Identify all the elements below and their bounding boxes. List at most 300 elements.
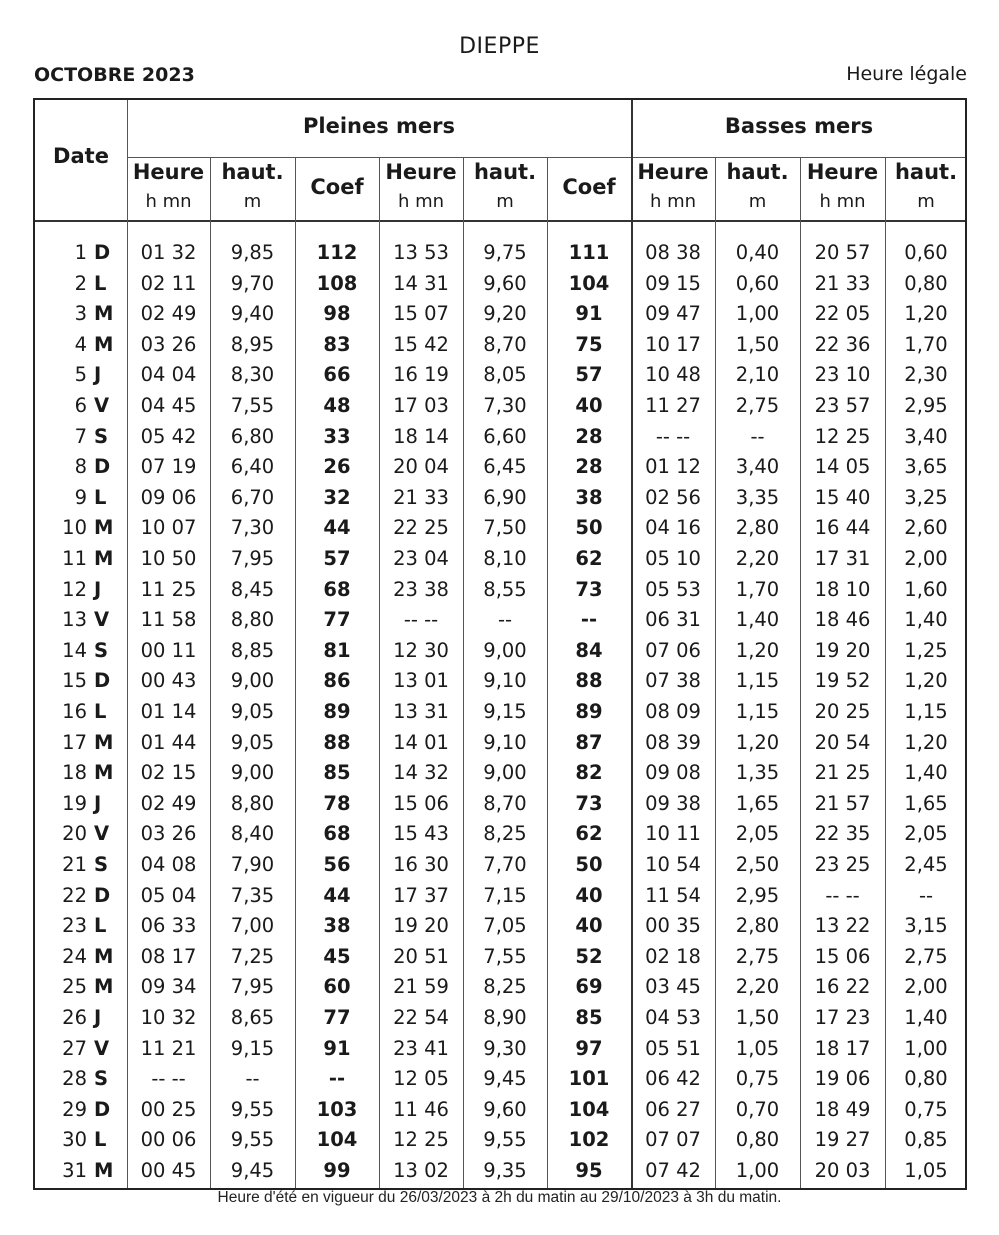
weekday: M [94,975,114,999]
bm1-height: 2,75 [735,394,780,417]
pm1-coef: 60 [323,975,351,999]
pm1-time: 04 08 [140,853,197,876]
pm2-height: 9,35 [483,1159,527,1182]
day-number: 18 [62,761,87,785]
pm1-height: 9,55 [230,1097,275,1121]
pm2-height: 7,05 [483,914,527,938]
bm1-time: 10 48 [645,363,701,387]
pm1-time: 05 04 [140,883,197,907]
pm2-height: 9,60 [483,271,527,295]
pm1-coef: 68 [323,822,351,846]
pm1-height: 9,05 [230,730,275,754]
pm2-height: 8,90 [483,1006,527,1029]
bm1-height: 2,05 [735,822,780,846]
day-number: 8 [74,455,87,479]
pm2-height: 7,50 [483,516,527,540]
pm2-time: 11 46 [393,1097,449,1121]
pm2-time: 16 30 [393,853,449,876]
bm1-time: 07 38 [645,669,701,693]
day-number: 21 [62,853,87,876]
bm2-height: 3,65 [904,455,948,479]
pm1-time: 10 07 [140,516,197,540]
bm2-height: 2,60 [904,516,948,540]
col-haut-header: haut. [894,160,958,184]
pm2-coef: 62 [575,822,603,846]
pm1-height: 9,00 [230,761,275,785]
bm2-time: 18 46 [814,608,871,632]
weekday: M [94,1159,114,1182]
bm1-time: 03 45 [645,975,701,999]
bm2-time: 22 36 [814,332,871,356]
pm1-coef: 104 [316,1128,358,1152]
bm2-height: 1,15 [904,700,948,723]
pm1-coef: 78 [323,791,351,815]
bm1-height: -- [750,424,765,448]
bm2-height: 1,20 [904,302,948,326]
pm1-time: 04 04 [140,363,197,387]
pm1-height: 8,80 [230,791,275,815]
bm1-time: 06 42 [645,1067,701,1091]
day-number: 11 [62,547,87,570]
day-number: 29 [62,1097,87,1121]
pm1-coef: 48 [323,394,351,417]
day-number: 25 [62,975,87,999]
day-number: 4 [74,332,87,356]
pm2-time: 12 05 [393,1067,449,1091]
bm1-height: 2,10 [735,363,780,387]
day-number: 17 [62,730,87,754]
day-number: 9 [74,485,87,509]
pm1-height: 9,15 [230,1036,275,1060]
bm1-height: 2,75 [735,944,780,968]
weekday: D [94,883,111,907]
pm1-time: 07 19 [140,455,197,479]
day-number: 6 [74,394,87,417]
table-row [35,238,969,269]
bm1-time: 02 56 [645,485,701,509]
bm1-time: 09 47 [645,302,701,326]
bm2-time: 12 25 [814,424,871,448]
bm2-time: 20 57 [814,241,871,264]
pm1-height: 6,80 [230,424,275,448]
weekday: V [94,1036,110,1060]
weekday: V [94,822,110,846]
table-row [35,758,969,789]
bm1-time: 11 27 [645,394,701,417]
bm2-height: 2,45 [904,853,948,876]
bm2-time: 23 25 [814,853,871,876]
pm2-height: 9,00 [483,638,527,662]
pm1-time: 02 49 [140,302,197,326]
day-number: 5 [74,363,87,387]
pm2-coef: 97 [575,1036,603,1060]
bm2-height: -- [918,883,934,907]
pm1-time: 08 17 [140,944,197,968]
pm1-time: 05 42 [140,424,197,448]
col-haut-header: haut. [221,160,284,184]
pm1-time: 00 11 [140,638,197,662]
month-label: OCTOBRE 2023 [34,64,195,86]
table-row [35,513,969,544]
bm1-time: 11 54 [645,883,701,907]
weekday: L [94,485,107,509]
pm2-coef: -- [580,608,598,632]
pm1-time: 04 45 [140,394,197,417]
pm1-time: 11 21 [140,1036,197,1060]
pm2-height: 6,90 [483,485,527,509]
day-number: 7 [74,424,87,448]
weekday: M [94,547,114,570]
weekday: L [94,700,107,723]
pm1-height: 7,95 [230,975,275,999]
pm2-time: 22 54 [393,1006,449,1029]
pm2-time: 13 31 [393,700,449,723]
pm2-coef: 50 [575,853,603,876]
table-row [35,911,969,942]
pm1-coef: 81 [323,638,351,662]
pm2-time: 21 33 [393,485,449,509]
col-unit-height: m [748,191,767,212]
table-row [35,942,969,973]
pm2-time: 21 59 [393,975,449,999]
pm1-time: 10 50 [140,547,197,570]
pm2-time: 15 07 [393,302,449,326]
bm2-height: 0,75 [904,1097,948,1121]
bm2-height: 3,40 [904,424,948,448]
bm1-time: 08 39 [645,730,701,754]
day-number: 27 [62,1036,87,1060]
table-row [35,605,969,636]
pm2-coef: 87 [575,730,603,754]
pm1-coef: 103 [316,1097,358,1121]
bm1-time: 04 16 [645,516,701,540]
bm2-time: 14 05 [814,455,871,479]
col-unit-time: h mn [145,191,192,212]
bm2-time: 20 25 [814,700,871,723]
weekday: J [94,1006,102,1029]
col-unit-height: m [243,191,262,212]
pm1-coef: 108 [316,271,358,295]
col-unit-time: h mn [397,191,445,212]
pm2-height: 7,55 [483,944,527,968]
bm2-time: 20 03 [814,1159,871,1182]
pm1-height: 8,65 [230,1006,275,1029]
pm1-height: 7,25 [230,944,275,968]
pm1-height: 7,30 [230,516,275,540]
pm2-coef: 28 [575,455,603,479]
table-row [35,972,969,1003]
weekday: J [94,791,102,815]
pm2-height: 9,60 [483,1097,527,1121]
pm2-coef: 40 [575,883,603,907]
bm2-height: 1,05 [904,1159,948,1182]
pm2-time: 16 19 [393,363,449,387]
day-number: 12 [62,577,87,601]
pm2-time: 18 14 [393,424,449,448]
pm2-coef: 50 [575,516,603,540]
weekday: J [94,363,102,387]
bm2-height: 1,20 [904,669,948,693]
pm1-height: 9,05 [230,700,275,723]
bm2-time: 22 35 [814,822,871,846]
pm2-height: 8,70 [483,791,527,815]
bm2-time: 23 10 [814,363,871,387]
pm1-time: 10 32 [140,1006,197,1029]
pm1-coef: 33 [323,424,351,448]
pm1-coef: 89 [323,700,351,723]
pm2-coef: 75 [575,332,603,356]
bm2-time: 15 40 [814,485,871,509]
pm1-height: 8,45 [230,577,275,601]
bm1-height: 1,15 [735,669,780,693]
pm2-coef: 84 [575,638,603,662]
pm1-coef: 32 [323,485,351,509]
pm2-height: 7,30 [483,394,527,417]
weekday: M [94,944,114,968]
bm1-time: 09 08 [645,761,701,785]
bm1-height: 1,05 [735,1036,780,1060]
bm1-time: 10 17 [645,332,701,356]
pm1-time: 00 25 [140,1097,197,1121]
pm2-height: 8,25 [483,822,527,846]
pm1-height: 7,35 [230,883,275,907]
table-row [35,850,969,881]
bm1-height: 0,75 [735,1067,780,1091]
day-number: 19 [62,791,87,815]
group-separator [127,157,965,158]
pm2-coef: 82 [575,761,603,785]
pm2-time: 20 51 [393,944,449,968]
pm2-coef: 40 [575,914,603,938]
pm1-time: 00 06 [140,1128,197,1152]
bm2-time: 20 54 [814,730,871,754]
bm1-time: 05 51 [645,1036,701,1060]
pm2-height: 9,00 [483,761,527,785]
bm2-height: 3,15 [904,914,948,938]
pm1-time: 01 14 [140,700,197,723]
day-number: 15 [62,669,87,693]
bm2-height: 1,40 [904,761,948,785]
bm2-height: 2,00 [904,547,948,570]
pm1-coef: 66 [323,363,351,387]
bm1-height: 1,40 [735,608,780,632]
pm2-time: 14 31 [393,271,449,295]
pm1-coef: 112 [316,241,358,264]
pm1-height: 9,00 [230,669,275,693]
day-number: 10 [62,516,87,540]
pm2-height: 6,60 [483,424,527,448]
pm1-coef: 98 [323,302,351,326]
table-row [35,697,969,728]
bm1-time: 05 10 [645,547,701,570]
table-row [35,330,969,361]
pm1-height: 8,40 [230,822,275,846]
basses-mers-header: Basses mers [724,114,874,138]
pm1-time: 11 25 [140,577,197,601]
bm2-height: 1,40 [904,608,948,632]
pm2-coef: 95 [575,1159,603,1182]
bm1-height: 2,20 [735,975,780,999]
bm1-time: 02 18 [645,944,701,968]
page-title: DIEPPE [459,34,540,59]
footer-note: Heure d'été en vigueur du 26/03/2023 à 2h du matin au 29/10/2023 à 3h du matin. [217,1189,782,1206]
bm1-height: 3,35 [735,485,780,509]
pm2-time: 14 32 [393,761,449,785]
pm2-time: 17 03 [393,394,449,417]
weekday: D [94,669,111,693]
bm1-time: 09 38 [645,791,701,815]
col-unit-time: h mn [649,191,697,212]
weekday: M [94,516,114,540]
bm2-height: 1,70 [904,332,948,356]
day-number: 16 [62,700,87,723]
bm1-height: 0,40 [735,241,780,264]
day-number: 22 [62,883,87,907]
bm1-time: 09 15 [645,271,701,295]
pm1-time: 03 26 [140,332,197,356]
pm2-time: 22 25 [393,516,449,540]
pm1-coef: 44 [323,516,351,540]
pm2-height: 8,10 [483,547,527,570]
bm2-height: 1,65 [904,791,948,815]
bm1-time: 05 53 [645,577,701,601]
pm2-height: 8,25 [483,975,527,999]
pm1-time: 11 58 [140,608,197,632]
pm1-height: -- [245,1067,260,1091]
pm2-coef: 111 [568,241,610,264]
pm2-time: 23 04 [393,547,449,570]
pm2-time: -- -- [403,608,439,632]
bm2-height: 3,25 [904,485,948,509]
pm2-height: 9,75 [483,241,527,264]
table-row [35,1156,969,1187]
pm1-height: 7,95 [230,547,275,570]
bm1-height: 1,15 [735,700,780,723]
day-number: 23 [62,914,87,938]
pm2-coef: 38 [575,485,603,509]
table-row [35,1095,969,1126]
col-heure-header: Heure [806,160,879,184]
bm1-time: 06 27 [645,1097,701,1121]
bm1-height: 2,50 [735,853,780,876]
table-row [35,636,969,667]
bm2-height: 2,00 [904,975,948,999]
weekday: S [94,1067,109,1091]
bm1-time: 04 53 [645,1006,701,1029]
bm2-height: 0,80 [904,1067,948,1091]
col-haut-header: haut. [726,160,789,184]
table-row [35,1003,969,1034]
pm1-coef: 68 [323,577,351,601]
pm1-time: 06 33 [140,914,197,938]
pm1-time: 00 45 [140,1159,197,1182]
table-row [35,1034,969,1065]
pm2-coef: 88 [575,669,603,693]
table-row [35,391,969,422]
pm1-time: 01 32 [140,241,197,264]
bm1-height: 0,60 [735,271,780,295]
pm1-height: 8,95 [230,332,275,356]
bm1-height: 1,20 [735,638,780,662]
bm2-time: 21 33 [814,271,871,295]
bm1-time: 10 54 [645,853,701,876]
pm1-height: 7,90 [230,853,275,876]
bm2-time: 13 22 [814,914,871,938]
weekday: L [94,271,107,295]
table-row [35,789,969,820]
table-row [35,728,969,759]
bm1-height: 2,80 [735,914,780,938]
bm2-time: 16 22 [814,975,871,999]
bm1-height: 1,20 [735,730,780,754]
col-unit-time: h mn [819,191,866,212]
bm2-time: 17 31 [814,547,871,570]
pm2-height: 9,10 [483,669,527,693]
col-haut-header: haut. [473,160,537,184]
pm1-height: 8,85 [230,638,275,662]
table-row [35,483,969,514]
pm2-time: 15 06 [393,791,449,815]
pm1-coef: 86 [323,669,351,693]
pm1-height: 6,40 [230,455,275,479]
bm2-time: 18 10 [814,577,871,601]
table-row [35,819,969,850]
table-row [35,360,969,391]
bm2-height: 2,75 [904,944,948,968]
bm1-height: 1,50 [735,332,780,356]
pm2-coef: 91 [575,302,603,326]
pm1-height: 9,70 [230,271,275,295]
pm1-time: 02 49 [140,791,197,815]
col-unit-height: m [496,191,514,212]
bm1-time: 10 11 [645,822,701,846]
weekday: V [94,608,110,632]
weekday: L [94,1128,107,1152]
bm2-height: 1,40 [904,1006,948,1029]
weekday: M [94,302,114,326]
pm1-coef: 56 [323,853,351,876]
pm1-height: 8,80 [230,608,275,632]
pm2-time: 12 30 [393,638,449,662]
pm1-time: 01 44 [140,730,197,754]
pm2-coef: 57 [575,363,603,387]
bm1-height: 2,80 [735,516,780,540]
bm1-height: 0,80 [735,1128,780,1152]
pm1-time: 02 15 [140,761,197,785]
bm2-time: 15 06 [814,944,871,968]
pm2-time: 13 01 [393,669,449,693]
table-row [35,1125,969,1156]
pm2-coef: 102 [568,1128,610,1152]
pm1-coef: 57 [323,547,351,570]
weekday: V [94,394,110,417]
bm1-height: 3,40 [735,455,780,479]
pm1-coef: 44 [323,883,351,907]
bm1-height: 1,35 [735,761,780,785]
pm2-coef: 101 [568,1067,610,1091]
day-number: 13 [62,608,87,632]
weekday: M [94,761,114,785]
pm2-height: 7,70 [483,853,527,876]
pm1-coef: 91 [323,1036,351,1060]
day-number: 20 [62,822,87,846]
pm1-height: 9,40 [230,302,275,326]
bm1-height: 1,65 [735,791,780,815]
bm2-height: 0,60 [904,241,948,264]
bm2-time: 19 27 [814,1128,871,1152]
bm1-time: 07 42 [645,1159,701,1182]
pm1-height: 6,70 [230,485,275,509]
